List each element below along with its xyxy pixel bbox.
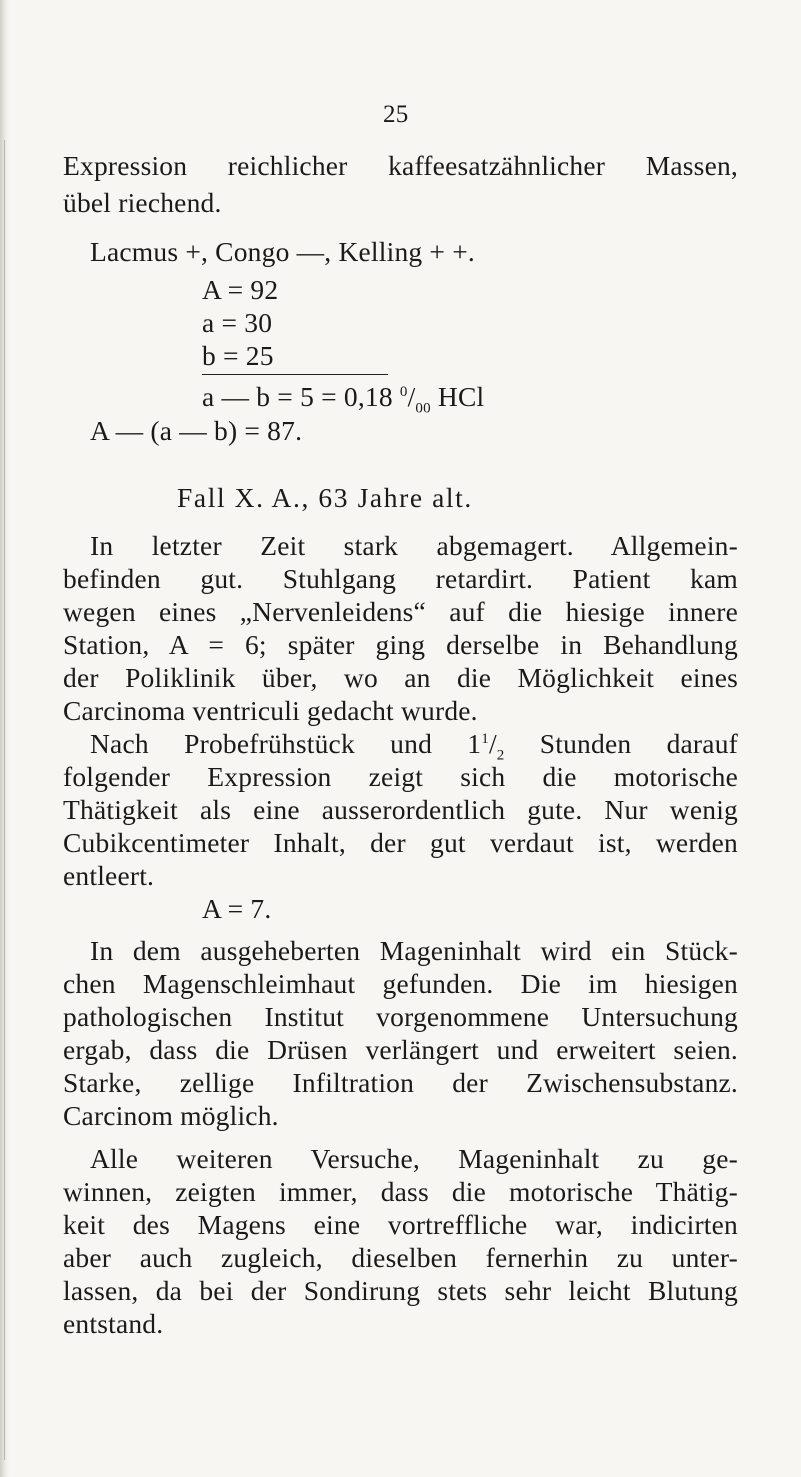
sum-rule bbox=[202, 374, 388, 375]
para4-line: winnen, zeigten immer, dass die motorische Thätig- bbox=[63, 1176, 738, 1207]
para3-line: pathologischen Institut vorgenommene Untersuchung bbox=[63, 1001, 738, 1032]
para2-line: Cubikcentimeter Inhalt, der gut verdaut ist, werden bbox=[63, 827, 738, 858]
intro-line-2: übel riechend. bbox=[63, 187, 222, 218]
para4-line: aber auch zugleich, dieselben fernerhin zu unter- bbox=[63, 1242, 738, 1273]
para2-first-line: Nach Probefrühstück und $1^1/_2$ Stunden darauf bbox=[90, 728, 738, 764]
test-results-line: Lacmus +, Congo —, Kelling + +. bbox=[90, 236, 475, 267]
para1-line: Carcinoma ventriculi gedacht wurde. bbox=[63, 695, 478, 726]
total-line: A — (a — b) = 87. bbox=[90, 415, 303, 446]
case-title: Fall X. A., 63 Jahre alt. bbox=[177, 482, 473, 513]
fraction-numerator: 1 bbox=[481, 730, 489, 747]
para4-line: lassen, da bei der Sondirung stets sehr leicht Blutung bbox=[63, 1275, 738, 1306]
para2-first-suffix: Stunden darauf bbox=[504, 728, 738, 759]
difference-prefix: a — b = 5 = 0,18 bbox=[202, 381, 400, 412]
para3-line: ergab, dass die Drüsen verlängert und erweitert seien. bbox=[63, 1034, 738, 1065]
value-A-7: A = 7. bbox=[202, 893, 272, 924]
para1-line: Station, A = 6; später ging derselbe in Behandlung bbox=[63, 629, 738, 660]
para3-line: Carcinom möglich. bbox=[63, 1100, 279, 1131]
para4-line: Alle weiteren Versuche, Mageninhalt zu ge- bbox=[90, 1143, 738, 1174]
para1-line: der Poliklinik über, wo an die Möglichkeit eines bbox=[63, 662, 738, 693]
permille-denominator: 00 bbox=[415, 400, 431, 417]
para3-line: Starke, zellige Infiltration der Zwischensubstanz. bbox=[63, 1067, 738, 1098]
value-b: b = 25 bbox=[202, 340, 274, 371]
difference-line: a — b = 5 = 0,18 $^0/_{00}$ HCl bbox=[202, 381, 485, 417]
para2-line: folgender Expression zeigt sich die motorische bbox=[63, 761, 738, 792]
page-fold-line bbox=[4, 140, 5, 1460]
page-number: 25 bbox=[383, 101, 409, 128]
para1-line: befinden gut. Stuhlgang retardirt. Patient kam bbox=[63, 563, 738, 594]
difference-suffix: HCl bbox=[430, 381, 485, 412]
para3-line: In dem ausgeheberten Mageninhalt wird ein Stück- bbox=[90, 935, 738, 966]
para3-line: chen Magenschleimhaut gefunden. Die im hiesigen bbox=[63, 968, 738, 999]
intro-line-1: Expression reichlicher kaffeesatzähnlicher Massen, bbox=[63, 150, 738, 181]
value-A: A = 92 bbox=[202, 274, 279, 305]
permille-numerator: 0 bbox=[399, 383, 408, 400]
para2-line: entleert. bbox=[63, 860, 155, 891]
para4-line: keit des Magens eine vortreffliche war, indicirten bbox=[63, 1209, 738, 1240]
para1-line: wegen eines „Nervenleidens“ auf die hiesige innere bbox=[63, 596, 738, 627]
fraction-denominator: 2 bbox=[496, 747, 505, 764]
para2-first-prefix: Nach Probefrühstück und 1 bbox=[90, 728, 482, 759]
para1-line: In letzter Zeit stark abgemagert. Allgemein- bbox=[90, 530, 738, 561]
para4-line: entstand. bbox=[63, 1308, 164, 1339]
para2-line: Thätigkeit als eine ausserordentlich gute. Nur wenig bbox=[63, 794, 738, 825]
value-a: a = 30 bbox=[202, 307, 273, 338]
